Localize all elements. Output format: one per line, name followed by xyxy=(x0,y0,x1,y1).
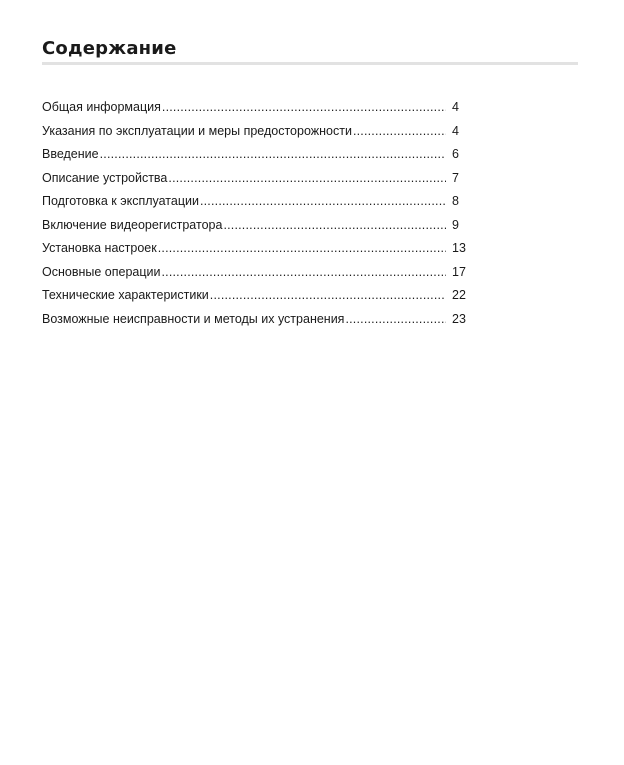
toc-entry-title: Подготовка к эксплуатации xyxy=(42,194,199,208)
toc-dot-leader xyxy=(223,218,446,232)
toc-entry-page: 4 xyxy=(452,123,459,138)
toc-entry-settings[interactable] xyxy=(42,241,480,265)
toc-entry-title: Технические характеристики xyxy=(42,288,209,302)
toc-entry-title: Описание устройства xyxy=(42,170,168,185)
toc-dot-leader xyxy=(210,288,446,302)
toc-entry-page: 17 xyxy=(452,264,466,279)
toc-entry-title: Основные операции xyxy=(42,264,161,279)
toc-dot-leader xyxy=(353,124,446,138)
table-of-contents xyxy=(42,100,480,335)
toc-entry-page: 23 xyxy=(452,311,466,326)
toc-entry-general-info[interactable] xyxy=(42,100,480,124)
toc-entry-title: Введение xyxy=(42,147,99,161)
toc-entry-introduction[interactable] xyxy=(42,147,480,171)
toc-entry-title: Включение видеорегистратора xyxy=(42,217,223,232)
toc-entry-page: 7 xyxy=(452,170,459,185)
toc-entry-title: Указания по эксплуатации и меры предосторожности xyxy=(42,123,352,138)
toc-entry-page: 4 xyxy=(452,100,459,114)
toc-dot-leader xyxy=(200,194,446,208)
toc-entry-power-on[interactable] xyxy=(42,218,480,242)
toc-entry-page: 8 xyxy=(452,194,459,208)
toc-entry-title: Установка настроек xyxy=(42,241,157,255)
toc-entry-device-description[interactable] xyxy=(42,171,480,195)
toc-entry-specifications[interactable] xyxy=(42,288,480,312)
toc-entry-troubleshooting[interactable] xyxy=(42,312,480,336)
toc-dot-leader xyxy=(345,312,446,326)
toc-entry-title: Возможные неисправности и методы их устранения xyxy=(42,311,345,326)
toc-entry-basic-operations[interactable] xyxy=(42,265,480,289)
toc-entry-title: Общая информация xyxy=(42,100,161,114)
toc-dot-leader xyxy=(162,100,446,114)
toc-entry-page: 6 xyxy=(452,147,459,161)
toc-entry-preparation[interactable] xyxy=(42,194,480,218)
toc-dot-leader xyxy=(158,241,446,255)
toc-entry-page: 13 xyxy=(452,241,466,255)
title-divider xyxy=(42,62,578,65)
toc-dot-leader xyxy=(161,265,446,279)
toc-dot-leader xyxy=(168,171,446,185)
toc-entry-safety[interactable] xyxy=(42,124,480,148)
toc-entry-page: 9 xyxy=(452,217,459,232)
toc-dot-leader xyxy=(100,147,446,161)
page-title: Содержание xyxy=(42,38,177,59)
toc-entry-page: 22 xyxy=(452,288,466,302)
